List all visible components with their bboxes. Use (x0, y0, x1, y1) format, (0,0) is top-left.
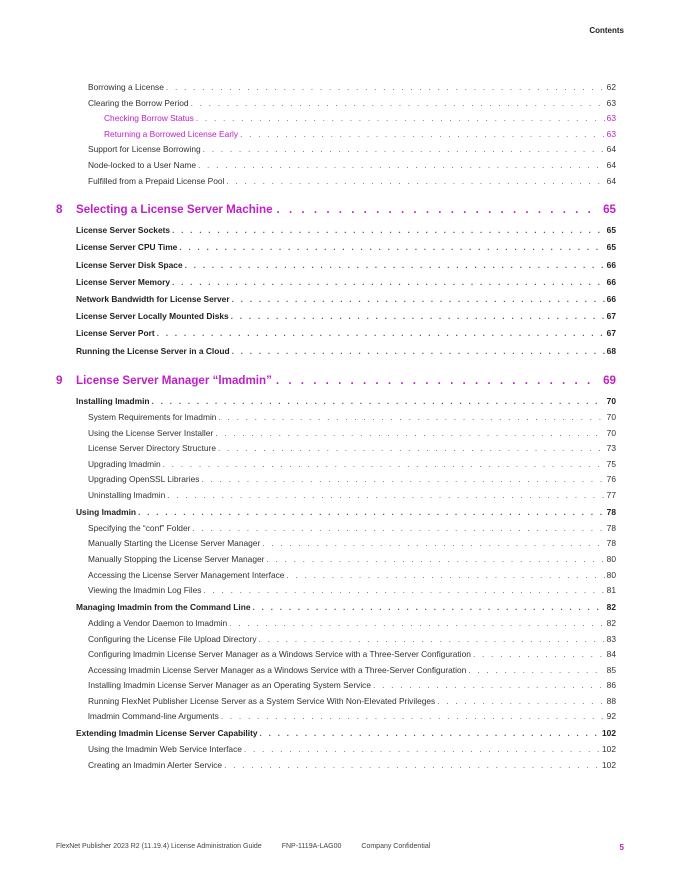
toc-entry-page: 102 (602, 759, 616, 770)
toc-entry[interactable] (56, 758, 616, 774)
toc-chapter[interactable] (56, 372, 616, 390)
dot-leader (437, 694, 604, 710)
chapter-title: Selecting a License Server Machine (76, 203, 273, 217)
toc-entry-title: Running FlexNet Publisher License Server as a System Service With Non-Elevated Privileges (88, 695, 436, 706)
toc-entry[interactable] (56, 142, 616, 158)
toc-entry[interactable] (56, 426, 616, 442)
dot-leader (231, 308, 605, 325)
toc-entry[interactable] (56, 488, 616, 504)
chapter-title: License Server Manager “lmadmin” (76, 373, 272, 387)
toc-entry[interactable] (56, 568, 616, 584)
dot-leader (244, 742, 600, 758)
page-number: 5 (619, 843, 624, 852)
toc-entry-title: Upgrading OpenSSL Libraries (88, 474, 200, 485)
chapter-page: 69 (603, 373, 616, 387)
toc-entry-page: 65 (606, 242, 616, 253)
page-footer (56, 843, 624, 852)
dot-leader (266, 552, 604, 568)
toc-entry-title: Installing lmadmin License Server Manager as an Operating System Service (88, 680, 372, 691)
toc-entry-title: Accessing the License Server Management Interface (88, 569, 285, 580)
dot-leader (152, 393, 605, 410)
toc-entry[interactable] (56, 308, 616, 325)
toc-chapter[interactable] (56, 201, 616, 219)
toc-entry-page: 62 (606, 82, 616, 92)
toc-entry-title: License Server Directory Structure (88, 443, 216, 454)
toc-entry-page: 83 (606, 633, 616, 644)
dot-leader (260, 725, 601, 742)
toc-entry-title: Fulfilled from a Prepaid License Pool (88, 175, 225, 186)
dot-leader (232, 343, 605, 360)
toc-entry-title: Network Bandwidth for License Server (76, 293, 230, 304)
dot-leader (468, 663, 604, 679)
toc-entry[interactable] (56, 742, 616, 758)
dot-leader (172, 222, 605, 239)
toc-entry[interactable] (56, 709, 616, 725)
toc-entry-title: Checking Borrow Status (104, 113, 194, 124)
toc-entry-page: 70 (606, 427, 616, 438)
toc-entry-title: Managing lmadmin from the Command Line (76, 601, 251, 612)
dot-leader (203, 142, 605, 158)
toc-entry-page: 63 (606, 97, 616, 108)
toc-entry-title: License Server Disk Space (76, 259, 183, 270)
toc-entry[interactable] (56, 616, 616, 632)
dot-leader (215, 426, 604, 442)
toc-entry-page: 82 (606, 601, 616, 612)
toc-entry-title: Node-locked to a User Name (88, 159, 196, 170)
table-of-contents (56, 80, 616, 773)
dot-leader (198, 158, 605, 174)
toc-entry-page: 63 (606, 128, 616, 139)
toc-entry-title: Using the License Server Installer (88, 427, 214, 438)
toc-entry[interactable] (56, 410, 616, 426)
dot-leader (196, 111, 605, 127)
chapter-number: 8 (56, 203, 63, 217)
dot-leader (157, 325, 605, 342)
toc-entry[interactable] (56, 521, 616, 537)
toc-entry[interactable] (56, 393, 616, 410)
toc-entry[interactable] (56, 80, 616, 96)
toc-entry-title: Configuring the License File Upload Directory (88, 633, 257, 644)
toc-entry-page: 66 (606, 259, 616, 270)
toc-entry[interactable] (56, 632, 616, 648)
dot-leader (185, 257, 605, 274)
dot-leader (224, 758, 600, 774)
toc-entry[interactable] (56, 694, 616, 710)
toc-entry-page: 81 (606, 585, 616, 596)
toc-entry-title: Manually Stopping the License Server Manager (88, 553, 265, 564)
toc-entry-title: Clearing the Borrow Period (88, 97, 189, 108)
dot-leader (276, 372, 599, 390)
dot-leader (192, 521, 604, 537)
toc-entry[interactable] (56, 583, 616, 599)
toc-entry-page: 77 (606, 489, 616, 500)
toc-entry-page: 78 (606, 538, 616, 549)
toc-entry-title: System Requirements for lmadmin (88, 411, 217, 422)
toc-entry-title: Using the lmadmin Web Service Interface (88, 744, 242, 755)
toc-entry-title: lmadmin Command-line Arguments (88, 711, 219, 722)
toc-entry[interactable] (56, 472, 616, 488)
toc-entry[interactable] (56, 725, 616, 742)
toc-entry-page: 78 (606, 522, 616, 533)
toc-entry-page: 65 (606, 225, 616, 236)
dot-leader (167, 488, 604, 504)
dot-leader (191, 96, 605, 112)
toc-entry-page: 66 (606, 276, 616, 287)
toc-entry-title: Returning a Borrowed License Early (104, 128, 239, 139)
dot-leader (218, 410, 604, 426)
footer-doc-title: FlexNet Publisher 2023 R2 (11.19.4) License Administration Guide (56, 843, 262, 850)
toc-entry-page: 66 (606, 293, 616, 304)
dot-leader (201, 472, 604, 488)
toc-entry-title: Extending lmadmin License Server Capability (76, 728, 258, 739)
dot-leader (240, 127, 605, 143)
dot-leader (259, 632, 605, 648)
toc-entry[interactable] (56, 239, 616, 256)
dot-leader (166, 80, 605, 96)
dot-leader (262, 536, 604, 552)
dot-leader (229, 616, 604, 632)
dot-leader (253, 599, 605, 616)
running-header: Contents (589, 26, 624, 35)
toc-entry-title: License Server Memory (76, 276, 171, 287)
dot-leader (232, 291, 605, 308)
toc-entry-page: 85 (606, 664, 616, 675)
toc-entry[interactable] (56, 222, 616, 239)
dot-leader (473, 647, 605, 663)
toc-entry-title: License Server CPU Time (76, 242, 178, 253)
toc-entry-page: 82 (606, 617, 616, 628)
dot-leader (218, 441, 605, 457)
toc-entry[interactable] (56, 127, 616, 143)
toc-entry[interactable] (56, 257, 616, 274)
toc-entry-title: License Server Sockets (76, 225, 171, 236)
toc-entry[interactable] (56, 96, 616, 112)
dot-leader (226, 174, 604, 190)
toc-entry-page: 64 (606, 144, 616, 155)
toc-entry-title: Borrowing a License (88, 82, 164, 92)
toc-entry-page: 73 (606, 443, 616, 454)
toc-entry[interactable] (56, 343, 616, 360)
toc-entry[interactable] (56, 111, 616, 127)
toc-entry[interactable] (56, 678, 616, 694)
footer-doc-id: FNP-1119A-LAG00 (281, 843, 342, 850)
toc-entry[interactable] (56, 174, 616, 190)
dot-leader (373, 678, 605, 694)
toc-entry-title: Adding a Vendor Daemon to lmadmin (88, 617, 228, 628)
toc-entry-page: 88 (606, 695, 616, 706)
toc-entry-page: 63 (606, 113, 616, 124)
toc-entry-title: License Server Port (76, 328, 155, 339)
toc-entry-title: Manually Starting the License Server Manager (88, 538, 261, 549)
toc-entry-page: 70 (606, 411, 616, 422)
toc-entry-title: Viewing the lmadmin Log Files (88, 585, 202, 596)
dot-leader (163, 457, 605, 473)
toc-entry[interactable] (56, 441, 616, 457)
toc-entry[interactable] (56, 536, 616, 552)
toc-entry-page: 102 (602, 744, 616, 755)
toc-entry-title: License Server Locally Mounted Disks (76, 311, 229, 322)
toc-entry-page: 75 (606, 458, 616, 469)
toc-entry-page: 68 (606, 345, 616, 356)
toc-entry-page: 64 (606, 175, 616, 186)
chapter-page: 65 (603, 203, 616, 217)
chapter-number: 9 (56, 373, 63, 387)
toc-entry[interactable] (56, 552, 616, 568)
toc-entry[interactable] (56, 158, 616, 174)
dot-leader (203, 583, 604, 599)
toc-entry-page: 64 (606, 159, 616, 170)
toc-entry-title: Accessing lmadmin License Server Manager as a Windows Service with a Three-Server Configuration (88, 664, 467, 675)
toc-entry-title: Upgrading lmadmin (88, 458, 161, 469)
toc-entry-page: 84 (606, 649, 616, 660)
dot-leader (277, 201, 600, 219)
footer-confidentiality: Company Confidential (361, 843, 431, 850)
toc-entry-page: 78 (606, 506, 616, 517)
toc-entry[interactable] (56, 291, 616, 308)
toc-entry-title: Specifying the “conf” Folder (88, 522, 191, 533)
toc-entry-title: Installing lmadmin (76, 395, 150, 406)
toc-entry-page: 92 (606, 711, 616, 722)
toc-entry-title: Support for License Borrowing (88, 144, 201, 155)
toc-entry[interactable] (56, 647, 616, 663)
toc-entry-title: Using lmadmin (76, 506, 137, 517)
toc-entry[interactable] (56, 599, 616, 616)
toc-entry[interactable] (56, 504, 616, 521)
toc-entry-title: Creating an lmadmin Alerter Service (88, 759, 223, 770)
toc-entry-page: 80 (606, 569, 616, 580)
dot-leader (138, 504, 605, 521)
toc-entry-title: Configuring lmadmin License Server Manager as a Windows Service with a Three-Server Configuration (88, 649, 471, 660)
toc-entry-title: Running the License Server in a Cloud (76, 345, 230, 356)
toc-entry[interactable] (56, 325, 616, 342)
toc-entry-page: 67 (606, 311, 616, 322)
dot-leader (172, 274, 605, 291)
toc-entry-page: 67 (606, 328, 616, 339)
toc-entry[interactable] (56, 457, 616, 473)
toc-entry-title: Uninstalling lmadmin (88, 489, 166, 500)
dot-leader (179, 239, 604, 256)
dot-leader (286, 568, 604, 584)
toc-entry-page: 80 (606, 553, 616, 564)
toc-entry[interactable] (56, 663, 616, 679)
toc-entry[interactable] (56, 274, 616, 291)
toc-entry-page: 86 (606, 680, 616, 691)
toc-entry-page: 76 (606, 474, 616, 485)
dot-leader (221, 709, 605, 725)
toc-entry-page: 70 (606, 395, 616, 406)
toc-entry-page: 102 (602, 728, 616, 739)
